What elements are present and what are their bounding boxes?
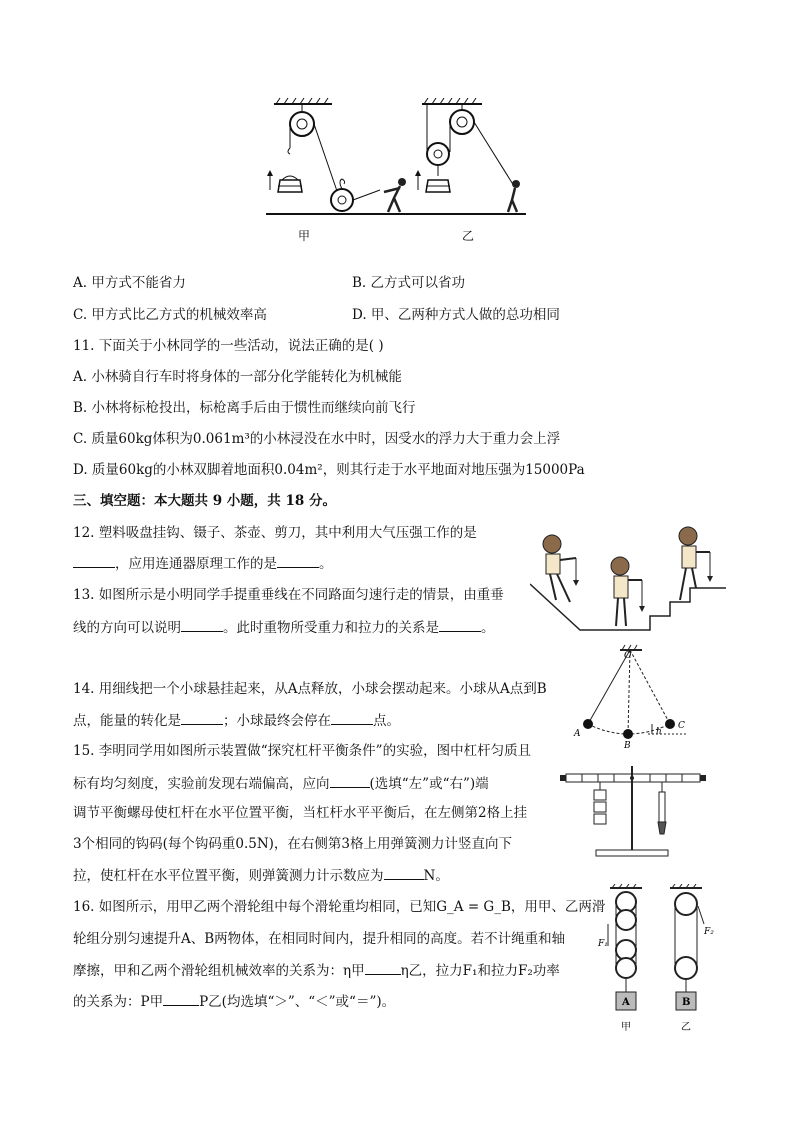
force-f2-label: F₂ (704, 927, 714, 937)
pendulum-figure (568, 644, 698, 752)
q15-line5: 拉，使杠杆在水平位置平衡，则弹簧测力计示数应为 N。 (73, 865, 449, 886)
q15-line1: 15. 李明同学用如图所示装置做“探究杠杆平衡条件”的实验，图中杠杆匀质且 (73, 743, 532, 759)
pulley-groups-figure (594, 884, 724, 1044)
q15-line4: 3个相同的钩码(每个钩码重0.5N)，在右侧第3格上用弹簧测力计竖直向下 (73, 836, 512, 852)
pendulum-label-a: A (574, 729, 581, 739)
q11-option-c: C. 质量60kg体积为0.061m³的小林浸没在水中时，因受水的浮力大于重力会上浮 (73, 431, 561, 447)
q10-option-c: C. 甲方式比乙方式的机械效率高 (73, 307, 267, 323)
section-heading: 三、填空题：本大题共 9 小题，共 18 分。 (73, 493, 336, 509)
figure-label-yi: 乙 (462, 229, 475, 243)
q15-line2: 标有均匀刻度，实验前发现右端偏高，应向 (选填“左”或“右”)端 (73, 773, 489, 794)
block-b-label: B (682, 997, 691, 1008)
answer-blank[interactable] (365, 960, 401, 975)
lever-figure (556, 760, 712, 860)
answer-blank[interactable] (277, 553, 319, 568)
answer-blank[interactable] (331, 710, 373, 725)
q11-option-b: B. 小林将标枪投出，标枪离手后由于惯性而继续向前飞行 (73, 400, 416, 416)
answer-blank[interactable] (73, 553, 115, 568)
group-yi-caption: 乙 (681, 1022, 691, 1033)
q16-line2: 轮组分别匀速提升A、B两物体，在相同时间内，提升相同的高度。若不计绳重和轴 (73, 931, 566, 947)
q11-stem: 11. 下面关于小林同学的一些活动，说法正确的是( ) (73, 338, 384, 354)
force-f1-label: F₁ (598, 939, 608, 949)
block-a-label: A (622, 997, 630, 1008)
q12-line2: ，应用连通器原理工作的是 。 (73, 553, 333, 574)
q14-line2: 点，能量的转化是 ；小球最终会停在 点。 (73, 710, 400, 731)
q10-option-b: B. 乙方式可以省功 (352, 275, 466, 291)
q13-line1: 13. 如图所示是小明同学手提重垂线在不同路面匀速行走的情景，由重垂 (73, 587, 504, 603)
figure-label-jia: 甲 (298, 229, 311, 243)
q14-line1: 14. 用细线把一个小球悬挂起来，从A点释放，小球会摆动起来。小球从A点到B (73, 681, 547, 697)
q16-line4: 的关系为：P甲 P乙(均选填“＞”、“＜”或“＝”)。 (73, 991, 395, 1012)
q16-line1: 16. 如图所示，用甲乙两个滑轮组中每个滑轮重均相同，已知G_A = G_B，用甲、乙两滑 (73, 899, 606, 915)
q15-line3: 调节平衡螺母使杠杆在水平位置平衡，当杠杆水平平衡后，在左侧第2格上挂 (73, 805, 528, 821)
answer-blank[interactable] (181, 617, 223, 632)
answer-blank[interactable] (439, 617, 481, 632)
pendulum-label-b: B (624, 741, 631, 751)
answer-blank[interactable] (384, 865, 424, 880)
group-jia-caption: 甲 (621, 1022, 631, 1033)
q10-option-a: A. 甲方式不能省力 (73, 275, 186, 291)
answer-blank[interactable] (330, 773, 370, 788)
pendulum-label-o: O (624, 651, 632, 661)
q11-option-d: D. 质量60kg的小林双脚着地面积0.04m²，则其行走于水平地面对地压强为15000Pa (73, 462, 585, 478)
plumb-line-walking-figure (530, 522, 730, 634)
q11-option-a: A. 小林骑自行车时将身体的一部分化学能转化为机械能 (73, 369, 402, 385)
answer-blank[interactable] (181, 710, 223, 725)
pulley-comparison-figure (262, 96, 532, 246)
q13-line2: 线的方向可以说明 。此时重物所受重力和拉力的关系是 。 (73, 617, 495, 638)
q12-line1: 12. 塑料吸盘挂钩、镊子、茶壶、剪刀，其中利用大气压强工作的是 (73, 525, 477, 541)
answer-blank[interactable] (163, 991, 199, 1006)
pendulum-label-c: C (678, 721, 685, 731)
pendulum-label-h: h (656, 727, 662, 737)
q10-option-d: D. 甲、乙两种方式人做的总功相同 (352, 307, 560, 323)
q16-line3: 摩擦，甲和乙两个滑轮组机械效率的关系为：η甲 η乙，拉力F₁和拉力F₂功率 (73, 960, 560, 981)
